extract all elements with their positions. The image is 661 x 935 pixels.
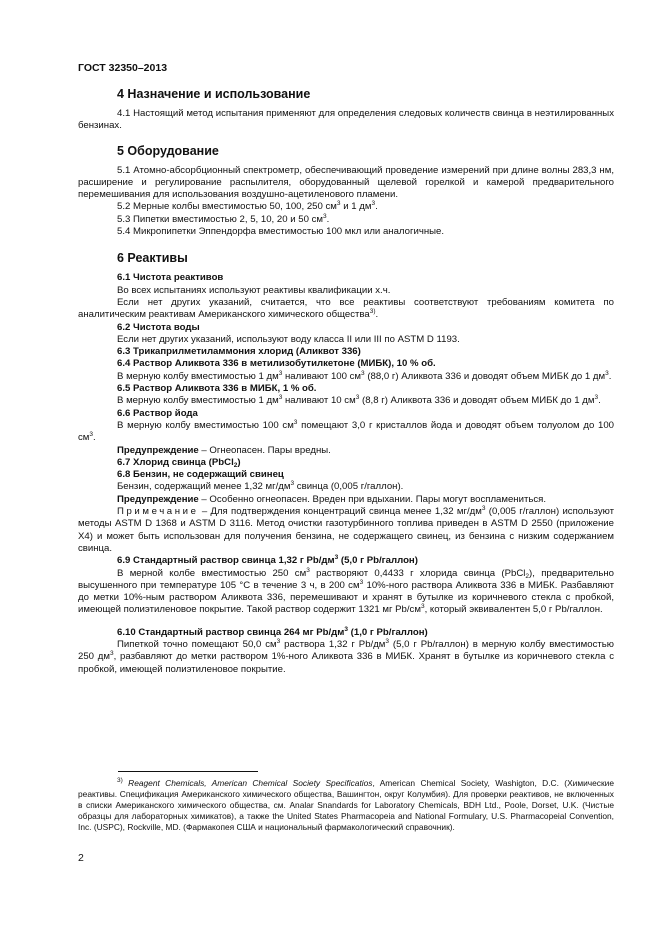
paragraph-6-6: В мерную колбу вместимостью 100 $см^3$ помещают 3,0 г кристаллов йода и доводят объем толуолом до 100 $см^3$. [78,418,614,444]
note-6-8: Примечание – Для подтверждения концентраций свинца менее 1,32 $мг/дм^3$ (0,005 г/галлон) используют методы ASTM D 1368 и ASTM D 3116. Метод очистки газотурбинного топлива приведен в ASTM D 2550 (приложение Х4) и может быть использован для получения бензина, не содержащего свинец, из бензина с низким содержанием свинца. [78,505,614,554]
heading-6-8: 6.8 Бензин, не содержащий свинец [117,469,284,481]
heading-6-3: 6.3 Трикаприлметиламмония хлорид (Аликвот 336) [117,346,361,358]
warning-6-8: Предупреждение – Особенно огнеопасен. Вреден при вдыхании. Пары могут воспламениться. [117,493,547,505]
paragraph-5-4: 5.4 Микропипетки Эппендорфа вместимостью 100 мкл или аналогичные. [117,226,445,238]
paragraph-6-1-a: Во всех испытаниях используют реактивы квалификации х.ч. [117,284,391,296]
footnote-text: $^{3)}$ Reagent Chemicals, American Chemical Society Specificatios, American Chemical Society, Washigton, D.C. (Химические реактивы. Спецификация Американского химического общества, Вашингтон, округ Колумбия). Для проверки реактивов, не включенных в списки Американского химического общества, см. Analar Snandards for Laboratory Chemicals, BDH Ltd., Poole, Dorset, U.K. (Чистые образцы для лабораторных химикатов), а также the United States Pharmacopeia and National Formulary, U.S. Pharmacopeial Convention, Inc. (USPC), Rockville, MD. (Фармакопея США и национальный фармакологический справочник). [78,777,614,832]
section-6-title: 6 Реактивы [117,251,188,266]
paragraph-6-9: В мерной колбе вместимостью 250 $см^3$ растворяют 0,4433 г хлорида свинца (PbCl$_2$), предварительно высушенного при температуре 105 °С в течение 3 ч, в 200 $см^3$ 10%-ного раствора Аликвота 336 в МИБК. Разбавляют до метки 10%-ным раствором Аликвота 336, перемешивают и хранят в бутылке из коричневого стекла с пробкой, имеющей полиэтиленовое покрытие. Такой раствор содержит 1321 мг $Pb/см^3$, который эквивалентен 5,0 г Pb/галлон. [78,566,614,616]
warning-6-6: Предупреждение – Огнеопасен. Пары вредны. [117,444,331,456]
paragraph-5-3: 5.3 Пипетки вместимостью 2, 5, 10, 20 и 50 $см^3$. [117,212,330,225]
heading-6-6: 6.6 Раствор йода [117,407,198,419]
footnote [78,778,614,833]
heading-6-7: 6.7 Хлорид свинца (PbCl$_2$) [117,456,241,469]
page-number: 2 [78,852,84,864]
paragraph-5-2: 5.2 Мерные колбы вместимостью 50, 100, 250 $см^3$ и 1 $дм^3$. [117,200,378,213]
paragraph-6-5: В мерную колбу вместимостью 1 $дм^3$ наливают 10 $см^3$ (8,8 г) Аликвота 336 и доводят объем МИБК до 1 $дм^3$. [117,394,601,407]
heading-6-10: 6.10 Стандартный раствор свинца 264 мг $Pb/дм^3$ (1,0 г Pb/галлон) [117,625,428,638]
heading-6-5: 6.5 Раствор Аликвота 336 в МИБК, 1 % об. [117,383,317,395]
footnote-ref: 3) [369,308,376,316]
section-4-title: 4 Назначение и использование [117,87,311,101]
document-header: ГОСТ 32350–2013 [78,62,168,74]
heading-6-9: 6.9 Стандартный раствор свинца 1,32 г $Pb/дм^3$ (5,0 г Pb/галлон) [117,554,418,567]
heading-6-4: 6.4 Раствор Аликвота 336 в метилизобутилкетоне (МИБК), 10 % об. [117,358,436,370]
paragraph-5-1: 5.1 Атомно-абсорбционный спектрометр, обеспечивающий проведение измерений при длине волны 283,3 нм, расширение и регулирование распылителя, оборудованный щелевой горелкой и камерой предварительного перемешивания для использования воздушно-ацетиленового пламени. [78,164,614,201]
paragraph-6-4: В мерную колбу вместимостью 1 $дм^3$ наливают 100 $см^3$ (88,0 г) Аликвота 336 и доводят объем МИБК до 1 $дм^3$. [117,369,612,382]
paragraph-6-2: Если нет других указаний, используют воду класса II или III по ASTM D 1193. [117,333,460,345]
heading-6-1: 6.1 Чистота реактивов [117,272,224,284]
footnote-divider [118,771,258,772]
paragraph-6-10: Пипеткой точно помещают 50,0 $см^3$ раствора 1,32 г $Pb/дм^3$ (5,0 г Pb/галлон) в мерную колбу вместимостью 250 $дм^3$, разбавляют до метки раствором 1%-ного Аликвота 336 в МИБК. Хранят в бутылке из коричневого стекла с пробкой, имеющей полиэтиленовое покрытие. [78,637,614,675]
paragraph-4-1: 4.1 Настоящий метод испытания применяют для определения следовых количеств свинца в неэтилированных бензинах. [78,108,614,132]
section-5-title: 5 Оборудование [117,143,219,158]
main-content [78,86,614,676]
heading-6-2: 6.2 Чистота воды [117,321,200,333]
paragraph-6-1-b: Если нет других указаний, считается, что все реактивы соответствуют требованиям комитета по аналитическим реактивам Американского химического общества$^{3)}$. [78,296,614,321]
paragraph-6-8: Бензин, содержащий менее 1,32 $мг/дм^3$ свинца (0,005 г/галлон). [117,480,404,493]
